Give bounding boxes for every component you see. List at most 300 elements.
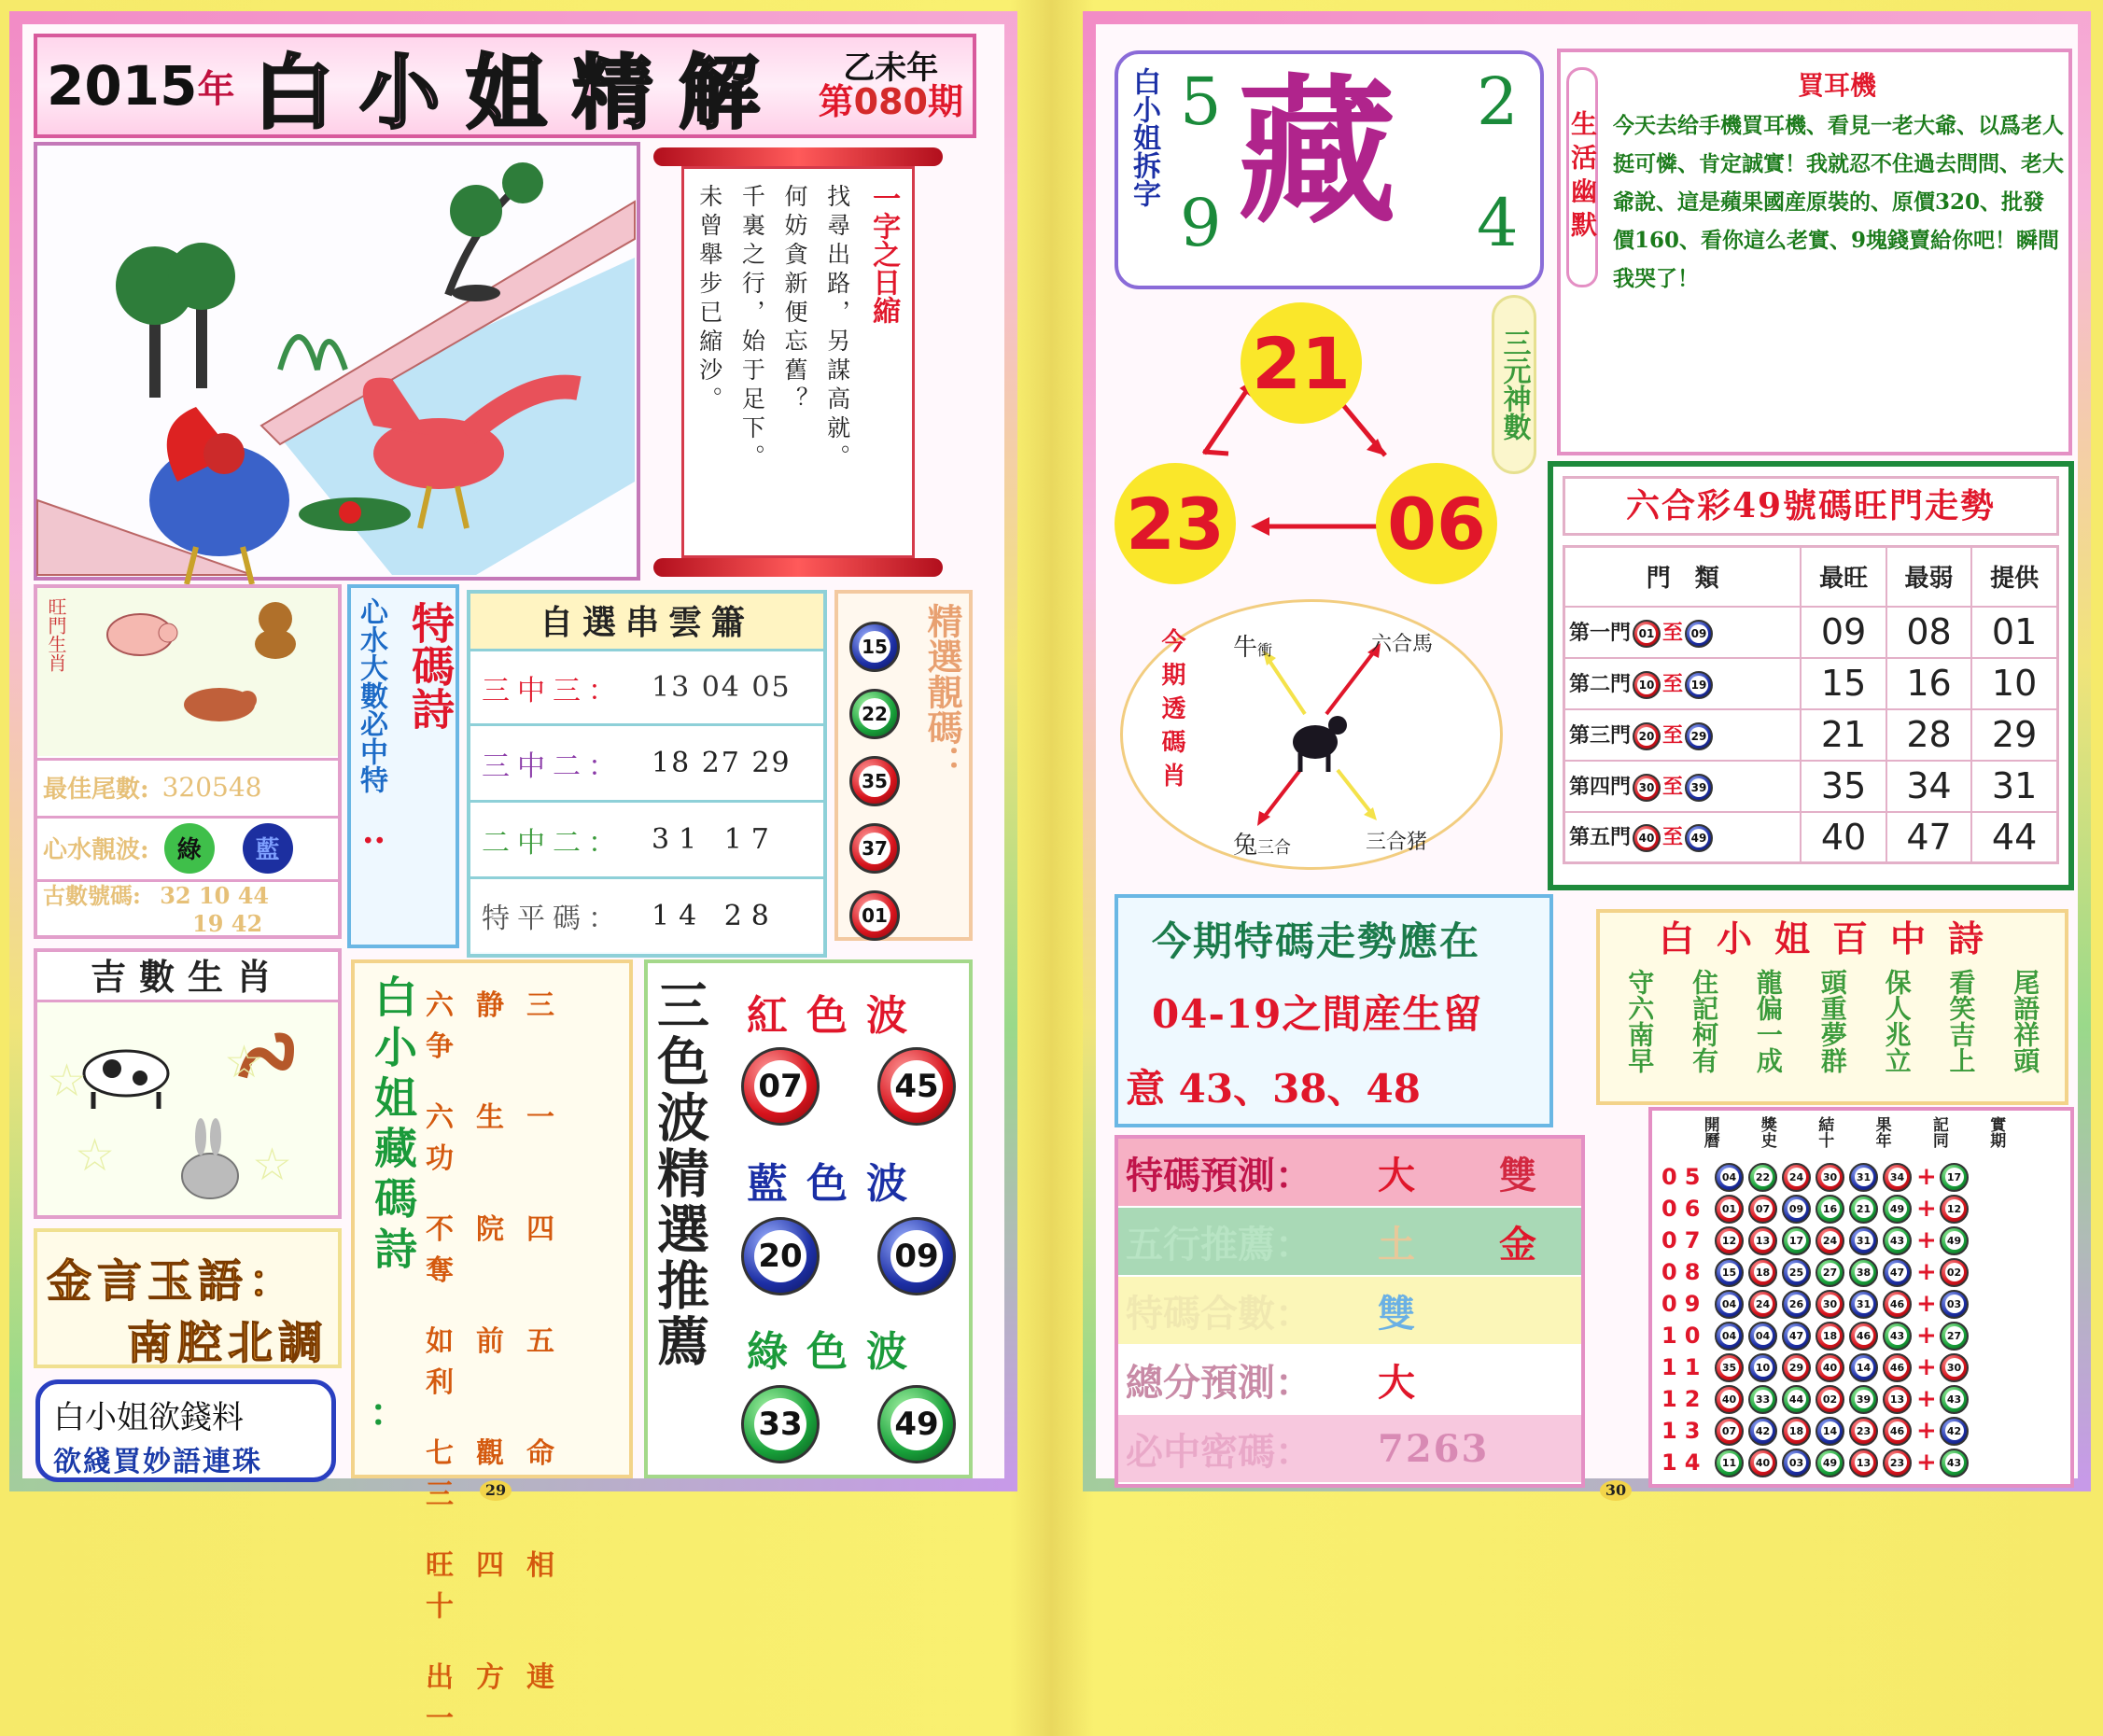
history-ball: 39: [1849, 1385, 1878, 1414]
green-wave-label: 綠色波: [747, 1328, 926, 1376]
chaizi-n3: 9: [1180, 185, 1222, 261]
issue-suffix: 期: [927, 80, 963, 122]
special-poem-title: 特碼詩: [405, 601, 456, 730]
prediction-value-2: 金: [1499, 1222, 1536, 1267]
hidden-poem-col-6: 旺四相十: [426, 1549, 577, 1623]
jingxuan-ball-3: 35: [849, 756, 900, 806]
humor-text: 今天去给手機買耳機、看見一老大爺、以爲老人挺可憐、肯定誠實！我就忍不住過去問問、老大爺說、這是蘋果國産原裝的、原價320、批發價160、看你這么老實、9塊錢賣給你吧！瞬間我哭了！: [1613, 113, 2064, 291]
history-special-ball: 43: [1940, 1449, 1969, 1477]
plus-icon: +: [1916, 1258, 1937, 1286]
illustration-panel: [34, 142, 640, 581]
history-ball: 40: [1816, 1353, 1844, 1382]
green-ball-1: 33: [741, 1385, 820, 1463]
history-row: [1661, 1415, 2061, 1447]
history-issue: 14: [1661, 1449, 1708, 1476]
plus-icon: +: [1916, 1195, 1937, 1223]
history-ball: 07: [1748, 1195, 1777, 1224]
history-ball: 10: [1748, 1353, 1777, 1382]
prediction-row: [1118, 1277, 1581, 1346]
history-ball: 18: [1782, 1417, 1811, 1446]
trend-to-ball: 19: [1685, 671, 1713, 699]
history-ball: 14: [1816, 1417, 1844, 1446]
special-poem-punct: ..: [362, 812, 386, 851]
history-ball: 25: [1782, 1258, 1811, 1287]
history-ball: 46: [1883, 1417, 1912, 1446]
history-ball: 43: [1883, 1226, 1912, 1255]
red-ball-1: 07: [741, 1047, 820, 1126]
history-ball: 30: [1816, 1290, 1844, 1319]
blue-wave-label: 藍色波: [747, 1160, 926, 1208]
history-row: [1661, 1447, 2061, 1478]
page-number-left: 29: [480, 1480, 512, 1501]
red-ball-2: 45: [877, 1047, 956, 1126]
history-header-cell: 開曆: [1700, 1116, 1719, 1148]
prediction-label: 特碼預測：: [1126, 1153, 1312, 1197]
prediction-label: 五行推薦：: [1126, 1222, 1312, 1267]
baizhong-col-2: 住記柯有: [1689, 969, 1720, 1073]
chain-row-1-label: 三中三：: [482, 674, 624, 707]
history-issue: 05: [1661, 1164, 1708, 1190]
money-text: 欲綫買妙語連珠: [53, 1446, 262, 1478]
plus-icon: +: [1916, 1353, 1937, 1381]
header-issue: [818, 49, 963, 122]
plus-icon: +: [1916, 1163, 1937, 1191]
trend-from-ball: 30: [1633, 774, 1661, 802]
chain-row-3-nums: 31 17: [652, 823, 778, 856]
trend-row: [1564, 709, 2058, 761]
history-ball: 24: [1816, 1226, 1844, 1255]
chain-title: 自選串雲簫: [470, 594, 823, 651]
history-special-ball: 27: [1940, 1322, 1969, 1351]
th-hottest: 最旺: [1801, 547, 1886, 607]
compass-side-label: 今期透碼肖: [1157, 628, 1185, 796]
prediction-value-1: 大: [1378, 1360, 1417, 1405]
zodiac-box: [34, 584, 342, 939]
history-header-cell: 實期: [1986, 1116, 2006, 1148]
history-ball: 27: [1816, 1258, 1844, 1287]
triangle-top: 21: [1241, 302, 1362, 424]
th-weakest: 最弱: [1886, 547, 1971, 607]
history-ball: 16: [1816, 1195, 1844, 1224]
plus-icon: +: [1916, 1290, 1937, 1318]
triangle-right: 06: [1376, 463, 1497, 584]
history-ball: 03: [1782, 1449, 1811, 1477]
history-header-cell: 記同: [1928, 1116, 1948, 1148]
baizhong-title: 白小姐百中詩: [1658, 917, 2006, 959]
chain-row-2-label: 三中二：: [482, 749, 624, 783]
trend-row-weakest: 47: [1886, 812, 1971, 863]
left-page: [9, 11, 1017, 1735]
history-ball: 21: [1849, 1195, 1878, 1224]
lucky-line-2: 19 42: [192, 910, 263, 937]
chaizi-n1: 5: [1180, 63, 1222, 140]
trend-row-label: 第四門 30 至 39: [1564, 761, 1802, 812]
baizhong-col-3: 龍偏一成: [1752, 969, 1784, 1073]
trend-row: [1564, 812, 2058, 863]
history-ball: 22: [1748, 1163, 1777, 1192]
prediction-value-1: 7263: [1378, 1426, 1490, 1471]
color-blue-ball: 藍: [243, 823, 293, 874]
chaizi-n4: 4: [1477, 185, 1519, 261]
jingxuan-title: 精選靚碼：: [921, 603, 963, 780]
history-ball: 31: [1849, 1226, 1878, 1255]
trend-row-provided: 29: [1971, 709, 2057, 761]
history-ball: 47: [1782, 1322, 1811, 1351]
trend-row: [1564, 658, 2058, 709]
history-ball: 04: [1748, 1322, 1777, 1351]
history-ball: 11: [1715, 1449, 1744, 1477]
humor-box: [1557, 49, 2072, 455]
jingxuan-ball-5: 01: [849, 890, 900, 941]
scroll-poem: [653, 147, 943, 577]
trend-row: [1564, 607, 2058, 658]
blue-ball-2: 09: [877, 1217, 956, 1295]
best-tail-value: 320548: [161, 772, 262, 803]
history-issue: 12: [1661, 1386, 1708, 1412]
history-ball: 35: [1715, 1353, 1744, 1382]
th-category: 門 類: [1564, 547, 1802, 607]
scroll-poem-title: 一字之日縮: [867, 184, 901, 324]
history-row: [1661, 1288, 2061, 1320]
history-issue: 06: [1661, 1196, 1708, 1222]
trend-table: [1563, 545, 2059, 864]
history-ball: 23: [1849, 1417, 1878, 1446]
history-ball: 30: [1816, 1163, 1844, 1192]
cow-icon: [75, 1036, 177, 1111]
trend-row-hottest: 21: [1801, 709, 1886, 761]
history-ball: 23: [1883, 1449, 1912, 1477]
history-ball: 15: [1715, 1258, 1744, 1287]
history-issue: 08: [1661, 1259, 1708, 1285]
baizhong-col-6: 看笑吉上: [1945, 969, 1977, 1073]
predictions-box: [1115, 1135, 1585, 1488]
compass-panel: [1120, 599, 1503, 870]
compass-tl-small: 衝: [1257, 641, 1273, 659]
jingxuan-ball-4: 37: [849, 823, 900, 874]
history-ball: 13: [1748, 1226, 1777, 1255]
chaizi-char: 藏: [1238, 59, 1397, 245]
goat-icon: [1287, 707, 1353, 774]
chaizi-n2: 2: [1477, 63, 1519, 140]
baizhong-box: [1596, 909, 2068, 1105]
jingxuan-ball-2: 22: [849, 689, 900, 739]
history-issue: 09: [1661, 1291, 1708, 1317]
hidden-poem-col-5: 七觀命三: [426, 1437, 577, 1511]
trend-row-weakest: 28: [1886, 709, 1971, 761]
compass-tr: 六合馬: [1371, 633, 1434, 656]
trend-row: [1564, 761, 2058, 812]
history-ball: 34: [1883, 1163, 1912, 1192]
history-ball: 29: [1782, 1353, 1811, 1382]
history-ball: 13: [1849, 1449, 1878, 1477]
history-ball: 07: [1715, 1417, 1744, 1446]
history-ball: 49: [1816, 1449, 1844, 1477]
history-ball: 49: [1883, 1195, 1912, 1224]
scroll-line-2: 何妨貪新便忘舊？: [780, 184, 808, 415]
scroll-line-1: 找尋出路，另謀高就。: [823, 184, 851, 473]
history-row: [1661, 1320, 2061, 1351]
lucky-label: 古數號碼:: [43, 882, 141, 909]
trend-to-ball: 29: [1685, 722, 1713, 750]
rabbit-icon: [173, 1120, 247, 1204]
red-wave-label: 紅色波: [747, 992, 926, 1040]
history-ball: 46: [1883, 1353, 1912, 1382]
header-title: 白小姐精解: [253, 46, 786, 140]
history-issue: 10: [1661, 1323, 1708, 1349]
rat-icon: [177, 681, 261, 728]
chain-row-4-label: 特平碼：: [482, 903, 624, 935]
money-box: [35, 1379, 336, 1482]
history-special-ball: 42: [1940, 1417, 1969, 1446]
history-box: [1648, 1107, 2074, 1488]
chain-row-1-nums: 13 04 05: [652, 671, 792, 704]
compass-bl-small: 三合: [1257, 838, 1292, 858]
chain-row-3-label: 二中二：: [482, 826, 624, 860]
history-ball: 04: [1715, 1290, 1744, 1319]
jishu-title: 吉數生肖: [37, 952, 338, 1002]
history-ball: 18: [1816, 1322, 1844, 1351]
history-issue: 11: [1661, 1354, 1708, 1380]
baizhong-col-7: 尾語祥頭: [2010, 969, 2041, 1073]
prediction-row: [1118, 1415, 1581, 1484]
trend-row-label: 第五門 40 至 49: [1564, 812, 1802, 863]
history-ball: 09: [1782, 1195, 1811, 1224]
special-poem-box: [347, 584, 459, 948]
trend-text-line-2: 04-19之間産生留: [1152, 991, 1483, 1037]
triangle-left: 23: [1115, 463, 1236, 584]
history-ball: 43: [1883, 1322, 1912, 1351]
chain-row-2-nums: 18 27 29: [652, 747, 792, 779]
history-row: [1661, 1256, 2061, 1288]
star-icon: ☆: [47, 1055, 88, 1107]
scroll-line-4: 未曾舉步已縮沙。: [695, 184, 723, 415]
history-ball: 31: [1849, 1290, 1878, 1319]
history-ball: 33: [1748, 1385, 1777, 1414]
trend-table-title: 六合彩49號碼旺門走勢: [1563, 476, 2059, 536]
history-ball: 38: [1849, 1258, 1878, 1287]
chaizi-box: [1115, 50, 1544, 289]
history-issue: 13: [1661, 1418, 1708, 1444]
history-header: [1661, 1116, 2061, 1157]
star-icon: ☆: [252, 1139, 293, 1191]
three-color-title: 三色波精選推薦: [649, 978, 710, 1370]
history-ball: 02: [1816, 1385, 1844, 1414]
triangle-side-label: 三元神數: [1492, 295, 1536, 474]
compass-bl-text: 兔: [1233, 832, 1258, 860]
trend-row-label: 第一門 01 至 09: [1564, 607, 1802, 658]
compass-bl: [1233, 826, 1291, 861]
jishu-box: [34, 948, 342, 1219]
golden-words-box: [34, 1228, 342, 1368]
prediction-row: [1118, 1208, 1581, 1277]
plus-icon: +: [1916, 1385, 1937, 1413]
triangle-panel: [1115, 295, 1544, 603]
chain-box: [467, 590, 827, 958]
trend-from-ball: 20: [1633, 722, 1661, 750]
trend-row-hottest: 40: [1801, 812, 1886, 863]
plus-icon: +: [1916, 1449, 1937, 1477]
chain-row-2: [470, 726, 823, 803]
history-ball: 14: [1849, 1353, 1878, 1382]
jingxuan-ball-1: 15: [849, 622, 900, 672]
prediction-label: 總分預測：: [1126, 1360, 1312, 1405]
issue-number: 080: [853, 81, 928, 122]
plus-icon: +: [1916, 1226, 1937, 1254]
prediction-value-1: 大: [1378, 1153, 1417, 1197]
history-ball: 12: [1715, 1226, 1744, 1255]
chaizi-label: 白小姐拆字: [1128, 67, 1160, 207]
scroll-line-3: 千裏之行，始于足下。: [738, 184, 766, 473]
history-row: [1661, 1383, 2061, 1415]
header-banner: [34, 34, 976, 138]
color-green-ball: 綠: [164, 823, 215, 874]
plus-icon: +: [1916, 1417, 1937, 1445]
history-ball: 40: [1748, 1449, 1777, 1477]
chain-row-4: [470, 879, 823, 952]
compass-tl-text: 牛: [1233, 634, 1258, 662]
history-ball: 31: [1849, 1163, 1878, 1192]
header-year-char: 年: [197, 66, 235, 111]
history-ball: 04: [1715, 1322, 1744, 1351]
hidden-poem-punct: ：: [370, 1391, 407, 1435]
history-ball: 18: [1748, 1258, 1777, 1287]
rooster-duck-illustration: [37, 146, 637, 577]
history-ball: 44: [1782, 1385, 1811, 1414]
prediction-value-2: 雙: [1499, 1153, 1536, 1197]
header-ganzhi: 乙未年: [843, 49, 939, 87]
green-ball-2: 49: [877, 1385, 956, 1463]
history-special-ball: 43: [1940, 1385, 1969, 1414]
history-row: [1661, 1225, 2061, 1256]
history-header-cell: 果年: [1872, 1116, 1891, 1148]
star-icon: ☆: [224, 1036, 265, 1088]
best-tail-label: 最佳尾數:: [43, 776, 149, 804]
header-year: 2015: [47, 54, 198, 118]
trend-row-weakest: 16: [1886, 658, 1971, 709]
history-ball: 24: [1782, 1163, 1811, 1192]
hidden-poem-title: 白小姐藏碼詩: [368, 974, 418, 1277]
trend-row-provided: 44: [1971, 812, 2057, 863]
compass-br: 三合猪: [1366, 831, 1428, 854]
baizhong-col-4: 頭重夢群: [1816, 969, 1848, 1073]
prediction-label: 必中密碼：: [1126, 1429, 1312, 1474]
pig-icon: [103, 607, 177, 663]
trend-row-label: 第二門 10 至 19: [1564, 658, 1802, 709]
humor-side-label: 生活幽默: [1566, 67, 1598, 287]
prediction-label: 特碼合數：: [1126, 1291, 1312, 1336]
history-special-ball: 17: [1940, 1163, 1969, 1192]
history-header-cell: 獎史: [1757, 1116, 1776, 1148]
history-ball: 42: [1748, 1417, 1777, 1446]
trend-text-box: [1115, 894, 1553, 1127]
color-label: 心水靚波:: [43, 836, 149, 864]
history-ball: 46: [1849, 1322, 1878, 1351]
three-color-box: [644, 959, 973, 1478]
history-ball: 04: [1715, 1163, 1744, 1192]
trend-table-box: [1548, 461, 2074, 890]
chain-row-4-nums: 14 28: [652, 899, 778, 932]
trend-to-ball: 39: [1685, 774, 1713, 802]
trend-row-provided: 10: [1971, 658, 2057, 709]
hidden-poem-col-3: 不院四奪: [426, 1213, 577, 1287]
history-row: [1661, 1351, 2061, 1383]
trend-text-line-1: 今期特碼走勢應在: [1152, 918, 1481, 964]
th-provided: 提供: [1971, 547, 2057, 607]
history-ball: 40: [1715, 1385, 1744, 1414]
history-ball: 01: [1715, 1195, 1744, 1224]
money-title: 白小姐欲錢料: [53, 1399, 244, 1436]
history-ball: 26: [1782, 1290, 1811, 1319]
plus-icon: +: [1916, 1322, 1937, 1350]
history-ball: 47: [1883, 1258, 1912, 1287]
compass-tl: [1233, 628, 1272, 663]
history-special-ball: 12: [1940, 1195, 1969, 1224]
hidden-poem-col-1: 六静三争: [426, 989, 577, 1063]
trend-row-hottest: 35: [1801, 761, 1886, 812]
history-row: [1661, 1161, 2061, 1193]
hidden-poem-col-2: 六生一功: [426, 1101, 577, 1175]
trend-row-hottest: 09: [1801, 607, 1886, 658]
zodiac-label: 旺門生肖: [45, 597, 67, 672]
monkey-icon: [243, 595, 308, 661]
prediction-row: [1118, 1346, 1581, 1415]
hidden-poem-col-7: 出方連一: [426, 1661, 577, 1735]
trend-from-ball: 01: [1633, 620, 1661, 648]
trend-row-weakest: 34: [1886, 761, 1971, 812]
baizhong-col-1: 守六南早: [1624, 969, 1656, 1073]
right-page: [1083, 11, 2091, 1499]
trend-to-ball: 49: [1685, 824, 1713, 852]
golden-line-1: 金言玉語：: [47, 1255, 300, 1308]
chain-row-3: [470, 803, 823, 879]
star-icon: ☆: [75, 1129, 116, 1182]
blue-ball-1: 20: [741, 1217, 820, 1295]
history-ball: 13: [1883, 1385, 1912, 1414]
prediction-value-1: 土: [1378, 1222, 1417, 1267]
history-ball: 17: [1782, 1226, 1811, 1255]
trend-row-weakest: 08: [1886, 607, 1971, 658]
chain-row-1: [470, 651, 823, 726]
hidden-poem-col-4: 如前五利: [426, 1325, 577, 1399]
trend-from-ball: 10: [1633, 671, 1661, 699]
history-issue: 07: [1661, 1227, 1708, 1253]
history-header-cell: 結十: [1815, 1116, 1834, 1148]
history-row: [1661, 1193, 2061, 1225]
history-special-ball: 03: [1940, 1290, 1969, 1319]
trend-row-hottest: 15: [1801, 658, 1886, 709]
trend-to-ball: 09: [1685, 620, 1713, 648]
history-ball: 46: [1883, 1290, 1912, 1319]
history-special-ball: 02: [1940, 1258, 1969, 1287]
trend-row-provided: 31: [1971, 761, 2057, 812]
baizhong-col-5: 保人兆立: [1881, 969, 1913, 1073]
prediction-row: [1118, 1139, 1581, 1208]
golden-line-2: 南腔北調: [127, 1317, 329, 1369]
history-special-ball: 49: [1940, 1226, 1969, 1255]
history-special-ball: 30: [1940, 1353, 1969, 1382]
lucky-line-1: 32 10 44: [160, 882, 270, 909]
prediction-value-1: 雙: [1378, 1291, 1417, 1336]
page-number-right: 30: [1600, 1480, 1632, 1501]
trend-from-ball: 40: [1633, 824, 1661, 852]
special-poem-text: 心水大數必中特: [355, 597, 387, 793]
issue-prefix: 第: [818, 80, 854, 122]
trend-row-label: 第三門 20 至 29: [1564, 709, 1802, 761]
humor-title: 買耳機: [1797, 70, 1876, 101]
jingxuan-box: [834, 590, 973, 941]
trend-text-line-3: 意 43、38、48: [1126, 1066, 1421, 1112]
history-ball: 24: [1748, 1290, 1777, 1319]
